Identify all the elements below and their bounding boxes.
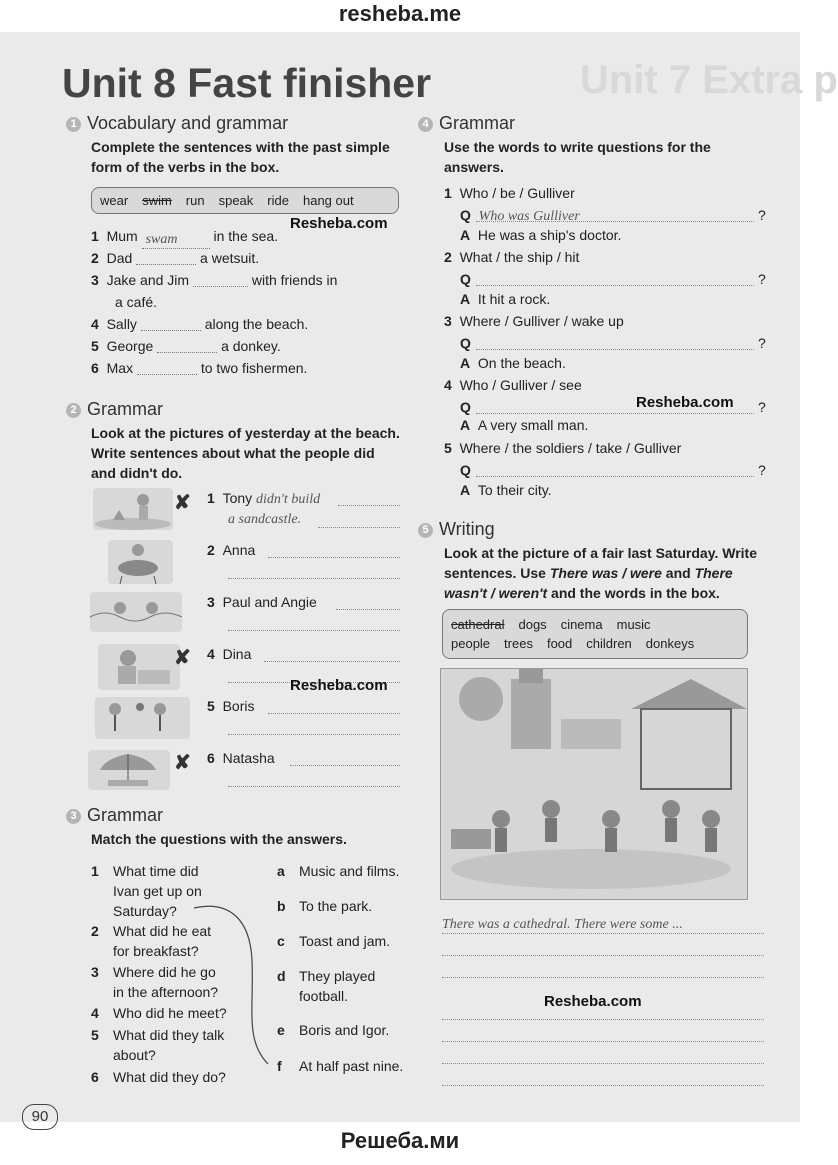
bottom-watermark: Решеба.ми [340, 1128, 460, 1153]
beach-picture-tony [93, 488, 173, 530]
beach-picture-anna [108, 540, 173, 584]
ex4-question-line[interactable] [476, 285, 754, 286]
ex5-example-sentence[interactable]: There was a cathedral. There were some ... [442, 917, 683, 932]
ex3-instruction: Match the questions with the answers. [91, 831, 347, 847]
ex3-number: 3 [66, 809, 81, 824]
ex2-answer-cont[interactable]: a sandcastle. [228, 512, 302, 527]
ex4-question-line[interactable] [476, 476, 754, 477]
ex2-answer-line[interactable] [318, 527, 400, 528]
ex4-prompt-4: 4 Who / Gulliver / see [444, 377, 582, 393]
ex4-prompt-5: 5 Where / the soldiers / take / Gulliver [444, 440, 682, 456]
ex5-word: trees [504, 636, 533, 651]
ex2-item-4: 4 Dina [207, 646, 252, 662]
ex4-prompt-2: 2 What / the ship / hit [444, 249, 580, 265]
ex3-answer-a[interactable]: a Music and films. [277, 863, 400, 879]
ex5-writing-line[interactable] [442, 977, 764, 978]
ex4-heading [418, 113, 515, 134]
ex2-item-6: 6 Natasha [207, 750, 275, 766]
ex1-item-3: 3 Jake and Jim with friends in [91, 272, 338, 288]
ex1-item-5: 5 George a donkey. [91, 338, 281, 354]
ex4-heading-text: Grammar [439, 113, 515, 133]
ex5-word-box [442, 609, 748, 659]
ex1-answer-field[interactable] [136, 250, 196, 265]
ex2-item-1: 1 Tony didn't build [207, 490, 321, 507]
ex5-word: donkeys [645, 636, 695, 651]
question-mark: ? [758, 271, 766, 287]
ex1-item-4: 4 Sally along the beach. [91, 316, 309, 332]
ex1-item-3-cont: a café. [115, 294, 158, 310]
fair-picture [440, 668, 748, 900]
ex4-q-2: Q [460, 271, 471, 287]
ex1-item-1: 1 Mum swam in the sea. [91, 228, 279, 247]
ex2-answer-line[interactable] [290, 765, 400, 766]
ex2-heading-text: Grammar [87, 399, 163, 419]
ex2-answer-line[interactable] [228, 786, 400, 787]
ex5-word-used: cathedral [451, 617, 505, 632]
ex2-answer-line[interactable] [228, 630, 400, 631]
ex3-answer-c[interactable]: c Toast and jam. [277, 933, 391, 949]
ex5-writing-line[interactable] [442, 1063, 764, 1064]
ex3-question-2: 2 What did he eat for breakfast? [91, 923, 212, 959]
ex2-instruction: Look at the pictures of yesterday at the beach. Write sentences about what the people did and didn't do. [91, 425, 400, 481]
beach-picture-natasha [88, 750, 170, 790]
ex2-answer[interactable]: didn't build [256, 492, 321, 507]
ex5-word: food [546, 636, 573, 651]
question-mark: ? [758, 399, 766, 415]
ex1-heading [66, 113, 288, 134]
ex1-number: 1 [66, 117, 81, 132]
ex4-prompt-1: 1 Who / be / Gulliver [444, 185, 575, 201]
ex2-answer-line[interactable] [228, 734, 400, 735]
ex3-question-1: 1 What time did Ivan get up on Saturday? [91, 863, 202, 919]
ex5-heading-text: Writing [439, 519, 495, 539]
ex5-instruction: Look at the picture of a fair last Saturday. Write sentences. Use There was / were and There wasn't / weren't and the words in the box. [444, 545, 757, 601]
ex4-a-1: A He was a ship's doctor. [460, 227, 622, 243]
ex1-item-2: 2 Dad a wetsuit. [91, 250, 260, 266]
beach-picture-paul-angie [90, 592, 182, 632]
ex4-a-5: A To their city. [460, 482, 552, 498]
ex3-answer-b[interactable]: b To the park. [277, 898, 373, 914]
ex4-instruction: Use the words to write questions for the answers. [444, 139, 711, 175]
page-number: 90 [22, 1104, 58, 1130]
ex4-question-line[interactable] [476, 349, 754, 350]
ex4-a-2: A It hit a rock. [460, 291, 551, 307]
ex2-number: 2 [66, 403, 81, 418]
ex1-heading-text: Vocabulary and grammar [87, 113, 289, 133]
question-mark: ? [758, 462, 766, 478]
bleed-through-title: Unit 7 Extra p [580, 58, 838, 102]
question-mark: ? [758, 207, 766, 223]
ex2-answer-line[interactable] [268, 557, 400, 558]
ex1-word: ride [267, 193, 289, 208]
inline-watermark: Resheba.com [544, 993, 642, 1010]
ex1-answer-field[interactable] [157, 338, 217, 353]
ex4-question-line[interactable] [476, 221, 754, 222]
ex3-heading [66, 805, 163, 826]
ex5-word: music [616, 617, 651, 632]
ex4-q-4: Q [460, 399, 471, 415]
ex5-word: people [451, 636, 491, 651]
ex5-heading [418, 519, 495, 540]
ex5-number: 5 [418, 523, 433, 538]
ex5-word: cinema [560, 617, 603, 632]
ex5-writing-line[interactable] [442, 1019, 764, 1020]
cross-icon: ✘ [174, 647, 191, 669]
ex2-item-3: 3 Paul and Angie [207, 594, 317, 610]
cross-icon: ✘ [174, 492, 191, 514]
ex4-question-line[interactable] [476, 413, 754, 414]
ex2-answer-line[interactable] [338, 505, 400, 506]
beach-picture-dina [98, 644, 180, 690]
ex2-answer-line[interactable] [228, 578, 400, 579]
beach-picture-boris [95, 697, 190, 739]
ex4-a-4: A A very small man. [460, 417, 589, 433]
ex1-word: hang out [302, 193, 354, 208]
ex3-answer-e[interactable]: e Boris and Igor. [277, 1022, 390, 1038]
ex3-answer-d[interactable]: d They played football. [277, 968, 376, 1004]
ex5-writing-line[interactable] [442, 1041, 764, 1042]
ex2-answer-line[interactable] [264, 661, 400, 662]
ex4-number: 4 [418, 117, 433, 132]
inline-watermark: Resheba.com [290, 677, 388, 694]
ex3-question-5: 5 What did they talk about? [91, 1027, 225, 1063]
ex4-q-1: Q Who was Gulliver [460, 207, 580, 224]
ex1-word: speak [218, 193, 254, 208]
ex1-instruction: Complete the sentences with the past simple form of the verbs in the box. [91, 139, 390, 175]
ex3-question-6: 6 What did they do? [91, 1069, 226, 1085]
ex5-writing-line[interactable] [442, 1085, 764, 1086]
inline-watermark: Resheba.com [636, 394, 734, 411]
ex3-heading-text: Grammar [87, 805, 163, 825]
ex1-answer-field[interactable] [193, 272, 248, 287]
ex2-answer-line[interactable] [336, 609, 400, 610]
ex1-answer-field[interactable] [137, 360, 197, 375]
ex2-item-5: 5 Boris [207, 698, 255, 714]
ex3-question-3: 3 Where did he go in the afternoon? [91, 964, 219, 1000]
ex2-item-2: 2 Anna [207, 542, 256, 558]
ex1-item-6: 6 Max to two fishermen. [91, 360, 308, 376]
ex4-prompt-3: 3 Where / Gulliver / wake up [444, 313, 624, 329]
ex5-writing-line[interactable] [442, 933, 764, 934]
ex1-answer-field[interactable] [141, 316, 201, 331]
top-watermark: resheba.me [338, 1, 462, 26]
ex1-word: wear [100, 193, 129, 208]
ex2-answer-line[interactable] [268, 713, 400, 714]
ex1-word-used: swim [142, 193, 172, 208]
match-connector-line [190, 900, 280, 1072]
ex1-word-box [91, 187, 399, 214]
ex4-q-5: Q [460, 462, 471, 478]
ex4-question-field[interactable]: Who was Gulliver [478, 209, 580, 224]
page-title: Unit 8 Fast finisher [62, 60, 432, 106]
ex4-q-3: Q [460, 335, 471, 351]
ex5-writing-line[interactable] [442, 955, 764, 956]
ex5-word: children [586, 636, 632, 651]
ex4-a-3: A On the beach. [460, 355, 566, 371]
question-mark: ? [758, 335, 766, 351]
cross-icon: ✘ [174, 752, 191, 774]
ex1-answer-field[interactable]: swam [142, 232, 210, 249]
ex3-answer-f[interactable]: f At half past nine. [277, 1058, 404, 1074]
ex2-heading [66, 399, 163, 420]
ex1-word: run [185, 193, 205, 208]
ex5-word: dogs [518, 617, 547, 632]
ex3-question-4: 4 Who did he meet? [91, 1005, 227, 1021]
inline-watermark: Resheba.com [290, 215, 388, 232]
